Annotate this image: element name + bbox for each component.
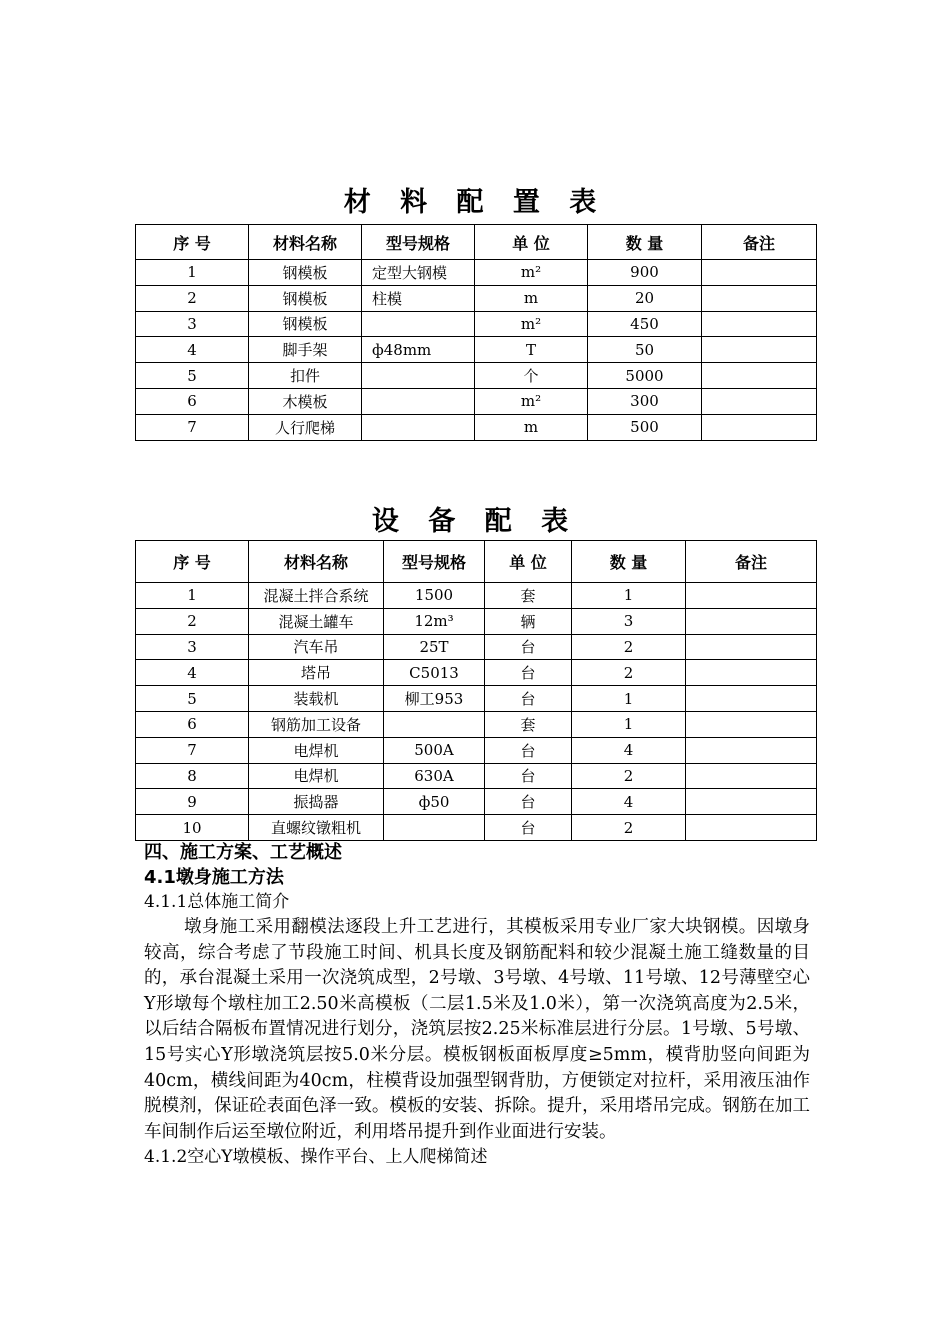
cell-spec: 12m³ [384, 608, 485, 634]
cell-index: 3 [136, 634, 249, 660]
cell-remark [686, 711, 817, 737]
cell-quantity: 50 [588, 337, 702, 363]
cell-remark [686, 686, 817, 712]
cell-unit: 台 [485, 763, 572, 789]
cell-quantity: 1 [572, 583, 686, 609]
cell-unit: 台 [485, 660, 572, 686]
cell-unit: m [475, 414, 588, 440]
table-row [136, 815, 817, 841]
cell-unit: m² [475, 260, 588, 286]
cell-index: 1 [136, 583, 249, 609]
cell-unit: m² [475, 388, 588, 414]
header-name: 材料名称 [249, 225, 362, 260]
table-row [136, 583, 817, 609]
table-row [136, 608, 817, 634]
cell-spec: ф48mm [362, 337, 475, 363]
cell-quantity: 300 [588, 388, 702, 414]
header-index: 序 号 [136, 541, 249, 583]
header-unit: 单 位 [485, 541, 572, 583]
cell-remark [702, 260, 817, 286]
table-row [136, 763, 817, 789]
table-row [136, 285, 817, 311]
cell-name: 钢模板 [249, 285, 362, 311]
cell-spec [362, 414, 475, 440]
cell-remark [702, 285, 817, 311]
cell-spec [384, 815, 485, 841]
cell-name: 混凝土拌合系统 [249, 583, 384, 609]
cell-quantity: 900 [588, 260, 702, 286]
table-row [136, 789, 817, 815]
table-row [136, 311, 817, 337]
header-remark: 备注 [702, 225, 817, 260]
equipment-table-title: 设 备 配 表 [371, 506, 579, 537]
cell-name: 电焊机 [249, 763, 384, 789]
table-row [136, 737, 817, 763]
construction-section [144, 840, 810, 1170]
cell-spec [384, 711, 485, 737]
cell-remark [702, 337, 817, 363]
cell-spec [362, 363, 475, 389]
cell-spec [362, 311, 475, 337]
cell-index: 1 [136, 260, 249, 286]
cell-spec [362, 388, 475, 414]
cell-name: 钢模板 [249, 311, 362, 337]
cell-name: 振捣器 [249, 789, 384, 815]
sub-heading: 4.1墩身施工方法 [144, 867, 284, 888]
header-unit: 单 位 [475, 225, 588, 260]
cell-unit: 台 [485, 789, 572, 815]
cell-quantity: 2 [572, 634, 686, 660]
cell-unit: 台 [485, 815, 572, 841]
cell-index: 3 [136, 311, 249, 337]
header-name: 材料名称 [249, 541, 384, 583]
body-paragraph: 墩身施工采用翻模法逐段上升工艺进行，其模板采用专业厂家大块钢模。因墩身较高，综合考虑了节段施工时间、机具长度及钢筋配料和较少混凝土施工缝数量的目的，承台混凝土采用一次浇筑成型，2号墩、3号墩、4号墩、11号墩、12号薄壁空心Y形墩每个墩柱加工2.50米高模板（二层1.5米及1.0米），第一次浇筑高度为2.5米，以后结合隔板布置情况进行划分，浇筑层按2.25米标准层进行分层。1号墩、5号墩、15号实心Y形墩浇筑层按5.0米分层。模板钢板面板厚度≥5mm，模背肋竖向间距为40cm，横线间距为40cm，柱模背设加强型钢背肋，方便锁定对拉杆，采用液压油作脱模剂，保证砼表面色泽一致。模板的安装、拆除。提升，采用塔吊完成。钢筋在加工车间制作后运至墩位附近，利用塔吊提升到作业面进行安装。 [144, 917, 810, 1142]
cell-remark [702, 311, 817, 337]
cell-remark [686, 660, 817, 686]
cell-index: 10 [136, 815, 249, 841]
table-row [136, 660, 817, 686]
cell-unit: 台 [485, 737, 572, 763]
cell-quantity: 2 [572, 815, 686, 841]
cell-unit: m² [475, 311, 588, 337]
cell-quantity: 2 [572, 763, 686, 789]
cell-name: 人行爬梯 [249, 414, 362, 440]
table-row [136, 363, 817, 389]
cell-spec: 柳工953 [384, 686, 485, 712]
cell-name: 装载机 [249, 686, 384, 712]
cell-index: 4 [136, 337, 249, 363]
cell-remark [686, 634, 817, 660]
equipment-header-row [136, 541, 817, 583]
header-spec: 型号规格 [384, 541, 485, 583]
table-row [136, 711, 817, 737]
cell-index: 6 [136, 388, 249, 414]
materials-header-row [136, 225, 817, 260]
cell-name: 塔吊 [249, 660, 384, 686]
cell-name: 钢模板 [249, 260, 362, 286]
item-title: 4.1.1总体施工简介 [144, 892, 290, 912]
cell-index: 2 [136, 285, 249, 311]
cell-name: 木模板 [249, 388, 362, 414]
cell-remark [702, 363, 817, 389]
table-row [136, 686, 817, 712]
cell-name: 扣件 [249, 363, 362, 389]
cell-quantity: 1 [572, 711, 686, 737]
cell-index: 5 [136, 363, 249, 389]
header-index: 序 号 [136, 225, 249, 260]
cell-unit: 台 [485, 686, 572, 712]
equipment-body [136, 583, 817, 841]
cell-spec: 630A [384, 763, 485, 789]
cell-remark [686, 737, 817, 763]
cell-remark [686, 608, 817, 634]
cell-name: 电焊机 [249, 737, 384, 763]
cell-remark [686, 789, 817, 815]
cell-quantity: 5000 [588, 363, 702, 389]
materials-table [135, 224, 817, 441]
materials-body [136, 260, 817, 441]
cell-remark [686, 763, 817, 789]
cell-name: 钢筋加工设备 [249, 711, 384, 737]
table-row [136, 634, 817, 660]
table-row [136, 260, 817, 286]
cell-unit: T [475, 337, 588, 363]
cell-spec: 25T [384, 634, 485, 660]
cell-index: 7 [136, 737, 249, 763]
materials-table-title: 材 料 配 置 表 [343, 187, 607, 218]
cell-remark [702, 388, 817, 414]
cell-spec: 定型大钢模 [362, 260, 475, 286]
cell-name: 混凝土罐车 [249, 608, 384, 634]
cell-quantity: 1 [572, 686, 686, 712]
cell-remark [686, 583, 817, 609]
cell-unit: m [475, 285, 588, 311]
header-spec: 型号规格 [362, 225, 475, 260]
cell-spec: C5013 [384, 660, 485, 686]
cell-name: 脚手架 [249, 337, 362, 363]
cell-quantity: 2 [572, 660, 686, 686]
cell-remark [686, 815, 817, 841]
cell-index: 9 [136, 789, 249, 815]
cell-spec: 1500 [384, 583, 485, 609]
cell-spec: ф50 [384, 789, 485, 815]
cell-unit: 台 [485, 634, 572, 660]
cell-spec: 柱模 [362, 285, 475, 311]
cell-unit: 个 [475, 363, 588, 389]
header-remark: 备注 [686, 541, 817, 583]
section-heading: 四、施工方案、工艺概述 [144, 842, 342, 863]
cell-quantity: 500 [588, 414, 702, 440]
cell-quantity: 3 [572, 608, 686, 634]
cell-quantity: 4 [572, 789, 686, 815]
cell-index: 5 [136, 686, 249, 712]
table-row [136, 337, 817, 363]
cell-name: 汽车吊 [249, 634, 384, 660]
cell-unit: 套 [485, 711, 572, 737]
item-title: 4.1.2空心Y墩模板、操作平台、上人爬梯简述 [144, 1147, 488, 1168]
cell-quantity: 4 [572, 737, 686, 763]
cell-index: 4 [136, 660, 249, 686]
equipment-table [135, 540, 817, 841]
cell-unit: 套 [485, 583, 572, 609]
cell-quantity: 20 [588, 285, 702, 311]
cell-index: 6 [136, 711, 249, 737]
cell-index: 7 [136, 414, 249, 440]
header-quantity: 数 量 [572, 541, 686, 583]
cell-remark [702, 414, 817, 440]
cell-spec: 500A [384, 737, 485, 763]
table-row [136, 414, 817, 440]
cell-unit: 辆 [485, 608, 572, 634]
cell-index: 8 [136, 763, 249, 789]
header-quantity: 数 量 [588, 225, 702, 260]
cell-quantity: 450 [588, 311, 702, 337]
cell-name: 直螺纹镦粗机 [249, 815, 384, 841]
table-row [136, 388, 817, 414]
cell-index: 2 [136, 608, 249, 634]
